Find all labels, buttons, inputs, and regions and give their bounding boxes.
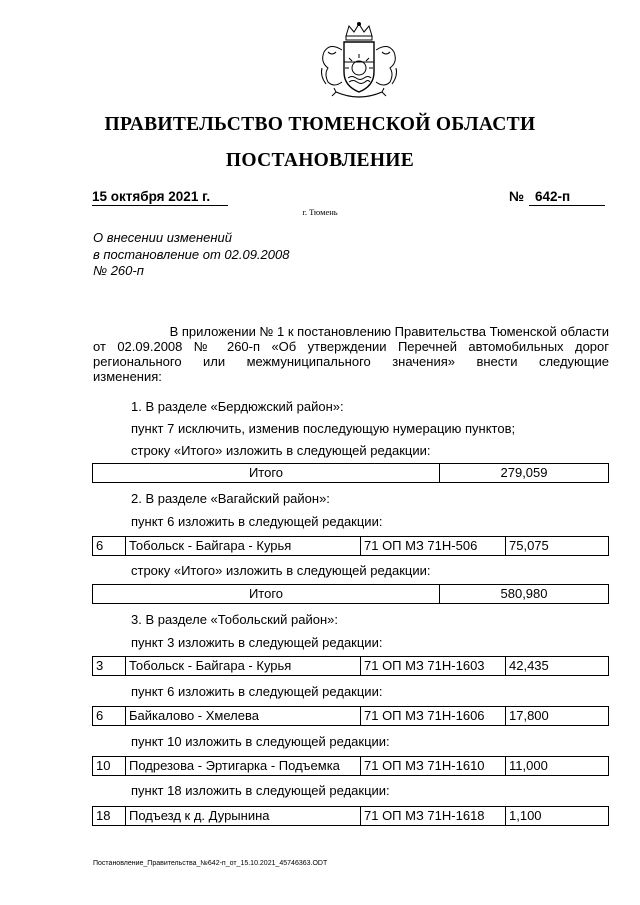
subject-line: № 260-п <box>93 263 144 278</box>
road-code-cell: 71 ОП МЗ 71Н-1618 <box>361 807 506 826</box>
total-table-berdyuzh <box>92 463 609 483</box>
road-length-cell: 75,075 <box>506 537 609 556</box>
road-code-cell: 71 ОП МЗ 71Н-1603 <box>361 657 506 676</box>
subject-line: О внесении изменений <box>93 230 232 245</box>
document-type-title: ПОСТАНОВЛЕНИЕ <box>225 150 415 171</box>
row-number-cell: 18 <box>93 807 126 826</box>
instruction-line: 1. В разделе «Бердюжский район»: <box>131 399 344 414</box>
footer-filename: Постановление_Правительства_№642-п_от_15.10.2021_45746363.ODT <box>93 860 328 867</box>
road-length-cell: 42,435 <box>506 657 609 676</box>
instruction-line: пункт 6 изложить в следующей редакции: <box>131 514 383 529</box>
road-table-tobolsk-3 <box>92 656 609 676</box>
total-label-cell: Итого <box>93 464 440 483</box>
total-value-cell: 580,980 <box>440 585 609 604</box>
document-date: 15 октября 2021 г. <box>92 189 228 206</box>
intro-line: изменения: <box>93 369 162 384</box>
road-name-cell: Байкалово - Хмелева <box>126 707 361 726</box>
road-name-cell: Подрезова - Эртигарка - Подъемка <box>126 757 361 776</box>
row-number-cell: 6 <box>93 537 126 556</box>
total-label-cell: Итого <box>93 585 440 604</box>
number-sign: № <box>509 189 525 204</box>
intro-line: регионального или межмуниципального значения» внести следующие <box>93 354 609 369</box>
table-row <box>93 757 609 776</box>
road-name-cell: Подъезд к д. Дурынина <box>126 807 361 826</box>
intro-line: В приложении № 1 к постановлению Правительства Тюменской области <box>169 324 609 339</box>
road-code-cell: 71 ОП МЗ 71Н-1610 <box>361 757 506 776</box>
intro-paragraph <box>93 324 609 384</box>
road-code-cell: 71 ОП МЗ 71Н-506 <box>361 537 506 556</box>
city-label: г. Тюмень <box>302 207 338 217</box>
table-row <box>93 537 609 556</box>
road-table-tobolsk-18 <box>92 806 609 826</box>
road-table-tobolsk-6 <box>92 706 609 726</box>
subject-block <box>93 230 289 280</box>
road-name-cell: Тобольск - Байгара - Курья <box>126 537 361 556</box>
document-number-value: 642-п <box>535 189 571 204</box>
instruction-line: пункт 6 изложить в следующей редакции: <box>131 684 383 699</box>
row-number-cell: 10 <box>93 757 126 776</box>
instruction-line: пункт 7 исключить, изменив последующую нумерацию пунктов; <box>131 421 516 436</box>
total-table-vagai <box>92 584 609 604</box>
instruction-line: пункт 10 изложить в следующей редакции: <box>131 734 390 749</box>
road-length-cell: 17,800 <box>506 707 609 726</box>
instruction-line: 2. В разделе «Вагайский район»: <box>131 491 330 506</box>
instruction-line: строку «Итого» изложить в следующей редакции: <box>131 443 431 458</box>
table-row <box>93 585 609 604</box>
road-name-cell: Тобольск - Байгара - Курья <box>126 657 361 676</box>
road-length-cell: 11,000 <box>506 757 609 776</box>
table-row <box>93 464 609 483</box>
document-number <box>529 189 605 206</box>
instruction-line: 3. В разделе «Тобольский район»: <box>131 612 338 627</box>
instruction-line: пункт 18 изложить в следующей редакции: <box>131 783 390 798</box>
road-code-cell: 71 ОП МЗ 71Н-1606 <box>361 707 506 726</box>
road-length-cell: 1,100 <box>506 807 609 826</box>
table-row <box>93 707 609 726</box>
intro-line: от 02.09.2008 № 260-п «Об утверждении Перечней автомобильных дорог <box>93 339 609 354</box>
instruction-line: строку «Итого» изложить в следующей редакции: <box>131 563 431 578</box>
table-row <box>93 807 609 826</box>
row-number-cell: 6 <box>93 707 126 726</box>
instruction-line: пункт 3 изложить в следующей редакции: <box>131 635 383 650</box>
row-number-cell: 3 <box>93 657 126 676</box>
road-table-tobolsk-10 <box>92 756 609 776</box>
total-value-cell: 279,059 <box>440 464 609 483</box>
table-row <box>93 657 609 676</box>
coat-of-arms-emblem <box>316 22 402 102</box>
road-table-vagai-6 <box>92 536 609 556</box>
subject-line: в постановление от 02.09.2008 <box>93 246 290 262</box>
government-title: ПРАВИТЕЛЬСТВО ТЮМЕНСКОЙ ОБЛАСТИ <box>104 114 536 135</box>
